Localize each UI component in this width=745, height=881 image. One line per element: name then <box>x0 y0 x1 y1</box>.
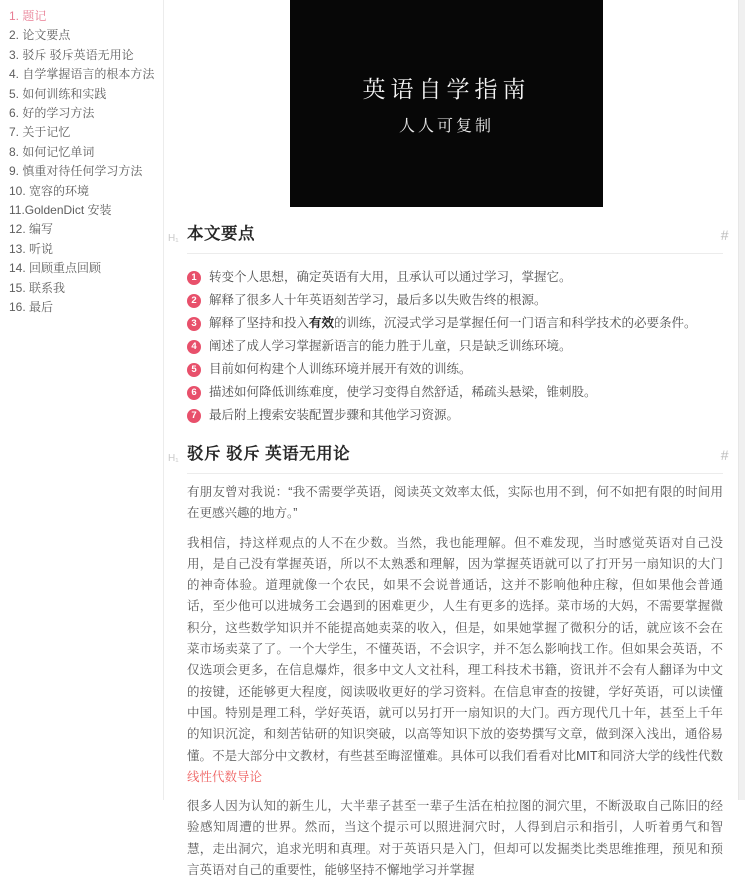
number-badge: 2 <box>187 294 201 308</box>
cover-subtitle: 人人可复制 <box>398 118 494 135</box>
heading-level-marker: H₁ <box>168 233 179 244</box>
heading-text: 本文要点 <box>187 225 255 243</box>
point-text: 描述如何降低训练难度，使学习变得自然舒适，稀疏头悬梁，锥刺股。 <box>209 385 597 399</box>
number-badge: 4 <box>187 340 201 354</box>
cover-title: 英语自学指南 <box>362 76 531 102</box>
list-item <box>187 362 723 377</box>
cover-image <box>290 0 603 207</box>
number-badge: 6 <box>187 386 201 400</box>
point-text-post: 的训练，沉浸式学习是掌握任何一门语言和科学技术的必要条件。 <box>334 316 697 330</box>
number-badge: 7 <box>187 409 201 423</box>
toc-item-7[interactable]: 7. 关于记忆 <box>9 125 71 140</box>
toc-item-1[interactable]: 1. 题记 <box>9 9 47 23</box>
paragraph-long-text: 我相信，持这样观点的人不在少数。当然，我也能理解。但不难发现，当时感觉英语对自己没用，是自己没有掌握英语，所以不太熟悉和理解，因为掌握英语就可以了打开另一扇知识的大门的神奇体验。道理就像一个农民，如果不会说普通话，这并不影响他种庄稼，但如果他会普通话，至少他可以进城务工会遇到的困难更少，人生有更多的选择。菜市场的大妈，不需要掌握微积分，这些数学知识并不能提高她卖菜的收入，但是，如果她掌握了微积分的话，就应该不会在菜市场卖菜了了。一个大学生，不懂英语，不会识字，并不怎么影响找工作。但如果会英语，不仅选项会更多，在信息爆炸，很多中文人文社科，理工科技术书籍，资讯并不会有人翻译为中文的按键，还能够更大程度，阅读吸收更好的学习资料。在信息审查的按键，学好英语，可以读懂中国。特别是理工科，学好英语，就可以另打开一扇知识的大门。西方现代几十年，甚至上千年的知识沉淀，和刻苦钻研的知识突破，以高等知识下放的姿势撰写文章，做到深入浅出，通俗易懂。不是大部分中文教材，有些甚至晦涩懂难。具体可以我们看看对比MIT和同济大学的线性代数 <box>187 535 723 763</box>
toc-item-2[interactable]: 2. 论文要点 <box>9 28 71 43</box>
anchor-hash-icon[interactable]: # <box>720 227 729 243</box>
toc-item-11[interactable]: 11.GoldenDict 安装 <box>9 203 112 218</box>
toc-item-8[interactable]: 8. 如何记忆单词 <box>9 144 95 159</box>
toc-item-9[interactable]: 9. 慎重对待任何学习方法 <box>9 164 143 179</box>
point-text: 阐述了成人学习掌握新语言的能力胜于儿童，只是缺乏训练环境。 <box>209 339 572 353</box>
toc-item-16[interactable]: 16. 最后 <box>9 300 54 315</box>
toc-item-6[interactable]: 6. 好的学习方法 <box>9 106 95 121</box>
list-item <box>187 270 723 285</box>
point-text-bold: 有效 <box>309 316 335 330</box>
toc-item-3[interactable]: 3. 驳斥 驳斥英语无用论 <box>9 47 134 62</box>
point-text-pre: 解释了坚持和投入 <box>209 316 310 330</box>
scrollbar-track[interactable] <box>738 0 745 800</box>
section-heading-key-points <box>168 225 729 254</box>
toc-item-5[interactable]: 5. 如何训练和实践 <box>9 86 107 101</box>
point-text: 转变个人思想，确定英语有大用，且承认可以通过学习，掌握它。 <box>209 270 572 284</box>
anchor-hash-icon[interactable]: # <box>720 447 729 463</box>
toc-item-12[interactable]: 12. 编写 <box>9 222 54 237</box>
paragraph-cave: 很多人因为认知的新生儿，大半辈子甚至一辈子生活在柏拉图的洞穴里，不断汲取自己陈旧的经验感知周遭的世界。然而，当这个提示可以照进洞穴时，人得到启示和指引，人听着勇气和智慧，走出洞穴，追求光明和真理。对于英语只是入门，但却可以发掘类比类思维推理，预见和预言英语对自己的重要性，能够坚持不懈地学习并掌握 <box>187 799 723 878</box>
paragraph-quote: 有朋友曾对我说：“我不需要学英语，阅读英文效率太低，实际也用不到，何不如把有限的时间用在更感兴趣的地方。” <box>187 485 723 521</box>
toc-sidebar <box>0 0 164 800</box>
point-text: 解释了很多人十年英语刻苦学习，最后多以失败告终的根源。 <box>209 293 547 307</box>
point-text: 目前如何构建个人训练环境并展开有效的训练。 <box>209 362 472 376</box>
list-item <box>187 339 723 354</box>
number-badge: 1 <box>187 271 201 285</box>
number-badge: 5 <box>187 363 201 377</box>
paragraph-long <box>187 533 723 789</box>
heading-level-marker: H₁ <box>168 453 179 464</box>
point-text <box>209 316 697 331</box>
article-content <box>165 0 738 878</box>
list-item <box>187 385 723 400</box>
article-body <box>187 482 723 881</box>
list-item <box>187 316 723 331</box>
toc-item-10[interactable]: 10. 宽容的环境 <box>9 183 90 198</box>
number-badge: 3 <box>187 317 201 331</box>
section-heading-refute <box>168 445 729 474</box>
point-text: 最后附上搜索安装配置步骤和其他学习资源。 <box>209 408 460 422</box>
toc-item-14[interactable]: 14. 回顾重点回顾 <box>9 261 102 276</box>
key-points-list <box>187 270 723 423</box>
heading-text: 驳斥 驳斥 英语无用论 <box>187 445 351 463</box>
linear-algebra-link[interactable]: 线性代数导论 <box>187 769 263 784</box>
toc-item-4[interactable]: 4. 自学掌握语言的根本方法 <box>9 67 155 82</box>
list-item <box>187 293 723 308</box>
toc-item-15[interactable]: 15. 联系我 <box>9 280 66 295</box>
list-item <box>187 408 723 423</box>
toc-item-13[interactable]: 13. 听说 <box>9 241 54 256</box>
